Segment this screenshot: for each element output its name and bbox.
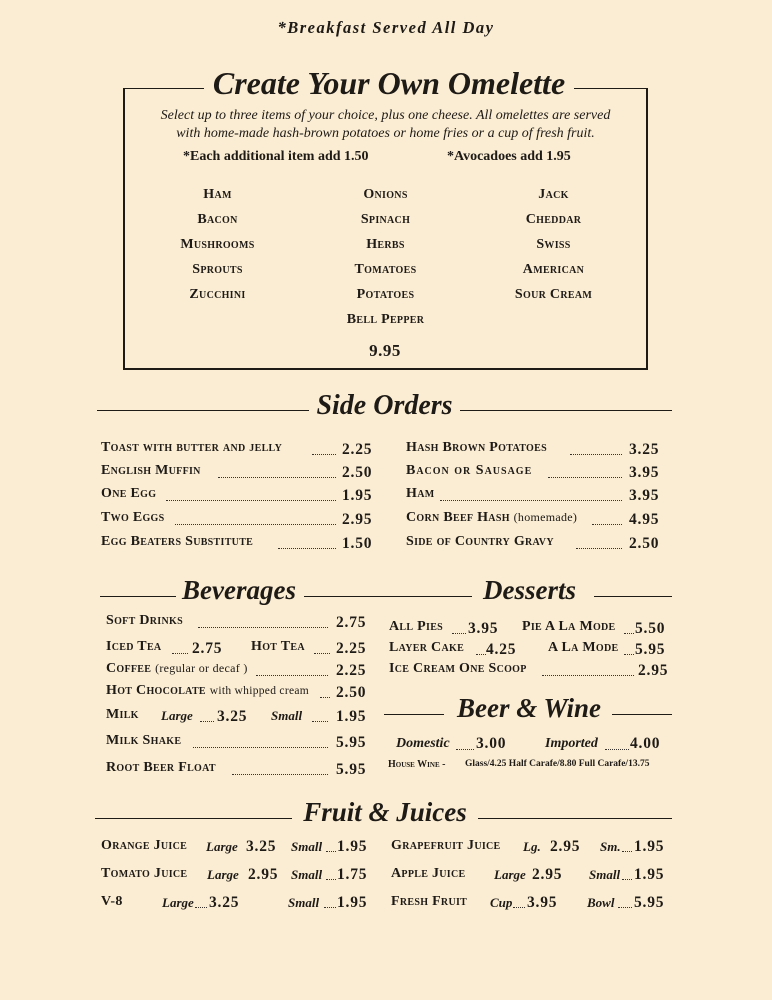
leader-dots (622, 879, 632, 880)
menu-item-name (106, 683, 309, 699)
leader-dots (175, 524, 336, 525)
omelette-description: with home-made hash-brown potatoes or home fries or a cup of fresh fruit. (176, 126, 595, 141)
menu-item-price: 1.95 (336, 708, 367, 725)
leader-dots (326, 879, 336, 880)
menu-item-name: English Muffin (101, 463, 201, 478)
list-item: Spinach (360, 212, 411, 227)
menu-item-name: Ice Cream One Scoop (389, 661, 527, 676)
leader-dots (542, 675, 634, 676)
menu-item-price: 5.95 (336, 734, 367, 751)
menu-item-price: 2.95 (532, 866, 563, 883)
menu-item-name: Fresh Fruit (391, 894, 468, 909)
menu-item-price: 2.75 (336, 614, 367, 631)
section-title-beverages: Beverages (182, 575, 296, 605)
size-label: Bowl (587, 895, 615, 910)
menu-item-name: Root Beer Float (106, 760, 216, 775)
size-label: Large (162, 895, 194, 910)
menu-item-name: Two Eggs (101, 510, 165, 525)
domestic-label: Domestic (396, 736, 450, 751)
divider (95, 818, 292, 819)
menu-item-name: Iced Tea (106, 639, 162, 654)
menu-item-price: 4.25 (486, 641, 517, 658)
list-item: Onions (363, 187, 408, 202)
leader-dots (256, 675, 328, 676)
menu-item-price: 2.50 (629, 535, 660, 552)
menu-item-name: Ham (406, 486, 435, 501)
menu-item-price: 2.25 (336, 640, 367, 657)
menu-item-price: 1.50 (342, 535, 373, 552)
menu-item-price: 3.25 (209, 894, 240, 911)
menu-item-price: 3.25 (217, 708, 248, 725)
divider (594, 596, 672, 597)
menu-item-name: Egg Beaters Substitute (101, 534, 254, 549)
leader-dots (312, 454, 336, 455)
menu-item-price: 5.95 (635, 641, 666, 658)
menu-item-price: 1.95 (634, 866, 665, 883)
divider (304, 596, 472, 597)
menu-item-price: 2.50 (342, 464, 373, 481)
menu-item-name: Apple Juice (391, 866, 466, 881)
leader-dots (570, 454, 622, 455)
menu-item-name: One Egg (101, 486, 157, 501)
menu-item-name: Bacon or Sausage (406, 463, 533, 478)
menu-item-price: 5.95 (336, 761, 367, 778)
menu-item-price: 4.95 (629, 511, 660, 528)
divider (100, 596, 176, 597)
menu-item-price: 2.95 (248, 866, 279, 883)
list-item: Tomatoes (354, 262, 417, 277)
leader-dots (172, 653, 188, 654)
leader-dots (624, 633, 634, 634)
leader-dots (312, 721, 328, 722)
size-label: Cup (490, 895, 513, 910)
leader-dots (166, 500, 336, 501)
size-label: Small (288, 895, 320, 910)
menu-item-price: 1.95 (342, 487, 373, 504)
leader-dots (440, 500, 622, 501)
leader-dots (576, 548, 622, 549)
menu-item-note: (regular or decaf ) (155, 661, 248, 675)
menu-item-name: Pie A La Mode (522, 619, 616, 634)
section-title-beer-wine: Beer & Wine (456, 693, 601, 723)
menu-item-price: 5.95 (634, 894, 665, 911)
omelette-price: 9.95 (369, 341, 401, 360)
leader-dots (618, 907, 632, 908)
leader-dots (314, 653, 330, 654)
menu-item-price: 3.95 (629, 464, 660, 481)
menu-item-name (106, 661, 248, 677)
omelette-title: Create Your Own Omelette (212, 65, 566, 101)
leader-dots (456, 749, 474, 750)
list-item: Bacon (197, 212, 238, 227)
menu-item-name (406, 510, 577, 526)
menu-item-name: Tomato Juice (101, 866, 188, 881)
avocado-note: *Avocadoes add 1.95 (447, 149, 571, 164)
leader-dots (622, 851, 632, 852)
size-label: Small (589, 867, 621, 882)
menu-item-price: 1.95 (634, 838, 665, 855)
section-title-fruit-juices: Fruit & Juices (303, 797, 467, 827)
list-item: Zucchini (189, 287, 246, 302)
menu-item-price: 3.25 (246, 838, 277, 855)
leader-dots (232, 774, 328, 775)
menu-item-name: All Pies (389, 619, 444, 634)
omelette-column-vegetables (298, 182, 473, 332)
menu-item-name: Grapefruit Juice (391, 838, 501, 853)
menu-item-price: 3.95 (629, 487, 660, 504)
size-label: Sm. (600, 839, 621, 854)
menu-item-name: Hot Tea (251, 639, 305, 654)
menu-item-price: 2.25 (342, 441, 373, 458)
menu-item-name: V-8 (101, 894, 123, 909)
leader-dots (605, 749, 629, 750)
leader-dots (218, 477, 336, 478)
menu-item-price: 3.95 (468, 620, 499, 637)
list-item: American (522, 262, 585, 277)
domestic-price: 3.00 (476, 735, 507, 752)
menu-item-price: 2.50 (336, 684, 367, 701)
menu-item-name-text: Corn Beef Hash (406, 510, 510, 525)
list-item: Sprouts (192, 262, 243, 277)
menu-item-price: 2.25 (336, 662, 367, 679)
breakfast-note: *Breakfast Served All Day (277, 18, 495, 37)
menu-item-name: Side of Country Gravy (406, 534, 554, 549)
menu-item-price: 1.75 (337, 866, 368, 883)
size-label: Large (161, 708, 193, 723)
menu-item-name: A La Mode (548, 640, 619, 655)
menu-item-price: 2.75 (192, 640, 223, 657)
leader-dots (624, 654, 634, 655)
list-item: Potatoes (356, 287, 415, 302)
divider (460, 410, 672, 411)
leader-dots (326, 851, 336, 852)
menu-item-price: 2.95 (550, 838, 581, 855)
menu-item-name: Soft Drinks (106, 613, 183, 628)
size-label: Lg. (523, 839, 541, 854)
omelette-column-cheeses (466, 182, 641, 307)
menu-item-name: Milk (106, 707, 139, 722)
menu-item-name: Layer Cake (389, 640, 465, 655)
additional-item-note: *Each additional item add 1.50 (183, 149, 369, 164)
menu-item-name: Hash Brown Potatoes (406, 440, 547, 455)
leader-dots (200, 721, 214, 722)
menu-item-name: Orange Juice (101, 838, 188, 853)
leader-dots (452, 633, 466, 634)
leader-dots (548, 477, 622, 478)
imported-label: Imported (545, 736, 598, 751)
size-label: Small (291, 867, 323, 882)
leader-dots (198, 627, 328, 628)
size-label: Small (291, 839, 323, 854)
leader-dots (278, 548, 336, 549)
divider (478, 818, 672, 819)
size-label: Large (494, 867, 526, 882)
leader-dots (193, 747, 328, 748)
menu-item-price: 2.95 (342, 511, 373, 528)
leader-dots (320, 697, 330, 698)
size-label: Large (206, 839, 238, 854)
omelette-description: Select up to three items of your choice, plus one cheese. All omelettes are served (160, 108, 611, 123)
leader-dots (324, 907, 336, 908)
list-item: Jack (538, 187, 569, 202)
list-item: Mushrooms (180, 237, 255, 252)
divider (97, 410, 309, 411)
leader-dots (476, 654, 486, 655)
omelette-column-meats (130, 182, 305, 307)
list-item: Cheddar (525, 212, 582, 227)
menu-item-price: 1.95 (337, 838, 368, 855)
list-item: Herbs (366, 237, 405, 252)
menu-item-price: 2.95 (638, 662, 669, 679)
list-item: Ham (203, 187, 232, 202)
menu-item-price: 3.25 (629, 441, 660, 458)
menu-item-note: with whipped cream (209, 685, 310, 697)
list-item: Sour Cream (514, 287, 593, 302)
menu-item-note: (homemade) (513, 510, 578, 524)
list-item: Swiss (536, 237, 571, 252)
menu-item-price: 3.95 (527, 894, 558, 911)
leader-dots (592, 524, 622, 525)
house-wine-prices: Glass/4.25 Half Carafe/8.80 Full Carafe/13.75 (465, 759, 650, 769)
menu-item-name-text: Hot Chocolate (106, 683, 206, 698)
imported-price: 4.00 (630, 735, 661, 752)
section-title-side-orders: Side Orders (316, 390, 453, 421)
size-label: Large (207, 867, 239, 882)
menu-item-name-text: Coffee (106, 661, 152, 676)
list-item: Bell Pepper (346, 312, 425, 327)
menu-item-name: Milk Shake (106, 733, 182, 748)
leader-dots (195, 907, 207, 908)
menu-item-name: Toast with butter and jelly (101, 440, 283, 455)
leader-dots (513, 907, 525, 908)
section-title-desserts: Desserts (483, 575, 576, 605)
divider (612, 714, 672, 715)
size-label: Small (271, 708, 303, 723)
house-wine-label: House Wine - (388, 759, 446, 770)
divider (384, 714, 444, 715)
menu-item-price: 5.50 (635, 620, 666, 637)
menu-item-price: 1.95 (337, 894, 368, 911)
